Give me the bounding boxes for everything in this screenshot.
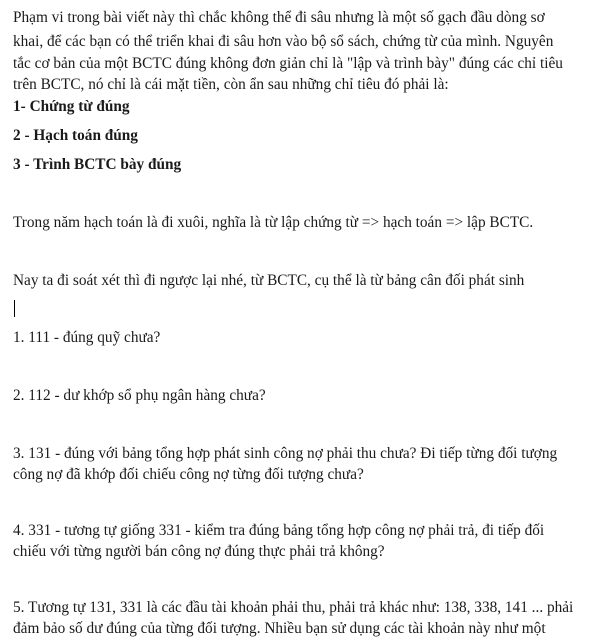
- reverse-sentence: Nay ta đi soát xét thì đi ngược lại nhé, từ BCTC, cụ thể là từ bảng cân đối phát sinh: [13, 272, 525, 289]
- intro-line: trên BCTC, nó chỉ là cái mặt tiền, còn ẩn sau những chỉ tiêu đó phải là:: [13, 76, 449, 93]
- check-item: 3. 131 - đúng với bảng tổng hợp phát sinh công nợ phải thu chưa? Đi tiếp từng đối tượng: [13, 445, 558, 462]
- intro-line: khai, để các bạn có thể triển khai đi sâu hơn vào bộ sổ sách, chứng từ của mình. Nguyên: [13, 33, 554, 50]
- check-item: 5. Tương tự 131, 331 là các đầu tài khoản phải thu, phải trả khác như: 138, 338, 141 ... phải: [13, 599, 574, 616]
- check-item-continuation: chiếu với từng người bán công nợ đúng thực phải trả không?: [13, 543, 385, 560]
- requirement-item: 1- Chứng từ đúng: [13, 98, 130, 115]
- check-item: 2. 112 - dư khớp sổ phụ ngân hàng chưa?: [13, 387, 266, 404]
- check-item-continuation: đảm bảo số dư đúng của từng đối tượng. Nhiều bạn sử dụng các tài khoản này như một: [13, 620, 546, 637]
- requirement-item: 3 - Trình BCTC bày đúng: [13, 156, 182, 173]
- check-item: 1. 111 - đúng quỹ chưa?: [13, 329, 161, 346]
- check-item: 4. 331 - tương tự giống 331 - kiểm tra đúng bảng tổng hợp công nợ phải trả, đi tiếp đối: [13, 522, 545, 539]
- requirement-item: 2 - Hạch toán đúng: [13, 127, 138, 144]
- flow-sentence: Trong năm hạch toán là đi xuôi, nghĩa là từ lập chứng từ => hạch toán => lập BCTC.: [13, 214, 534, 231]
- check-item-continuation: công nợ đã khớp đối chiếu công nợ từng đối tượng chưa?: [13, 466, 364, 483]
- text-caret: [14, 300, 15, 317]
- intro-line: Phạm vi trong bài viết này thì chắc không thể đi sâu nhưng là một số gạch đầu dòng sơ: [13, 9, 545, 26]
- intro-line: tắc cơ bản của một BCTC đúng không đơn giản chỉ là "lập và trình bày" đúng các chỉ tiêu: [13, 55, 563, 72]
